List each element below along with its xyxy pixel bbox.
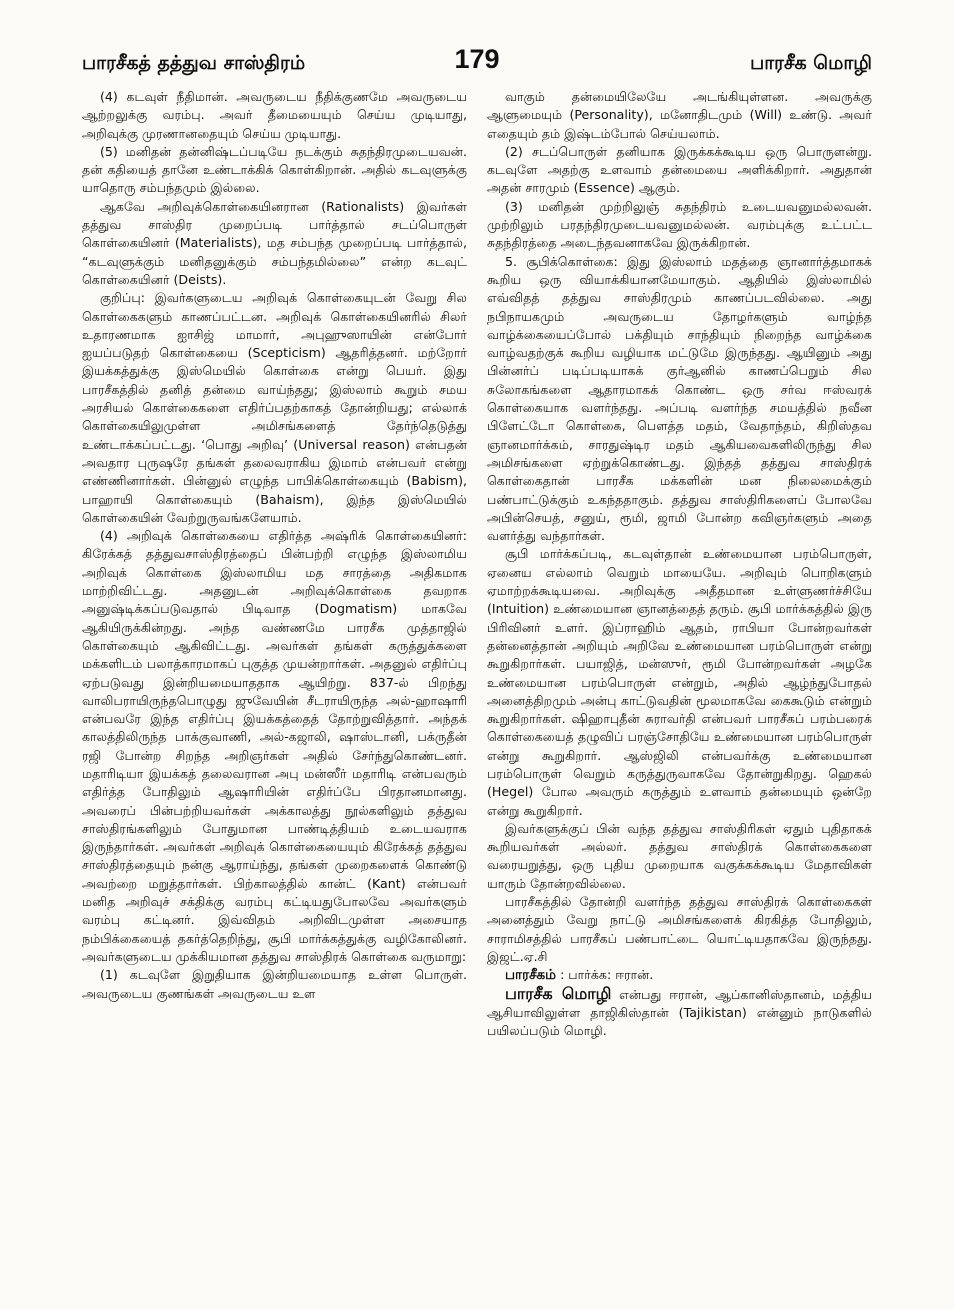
entry-title: பாரசீக மொழி <box>505 983 612 1003</box>
paragraph: வாகும் தன்மையிலேயே அடங்கியுள்ளன. அவருக்கு ஆளுமையும் (Personality), மனோதிடமும் (Will) உண்டு. அவர் எதையும் தம் இஷ்டம்போல் செய்யலாம். <box>487 89 872 141</box>
see-also-title: பாரசீகம் <box>505 967 557 984</box>
paragraph: (5) மனிதன் தன்னிஷ்டப்படியே நடக்கும் சுதந்திரமுடையவன். தன் கதியைத் தானே உண்டாக்கிக் கொள்கிறான். அதில் கடவுளுக்கு யாதொரு சம்பந்தமும் இல்லை. <box>82 143 467 196</box>
running-head-left: பாரசீகத் தத்துவ சாஸ்திரம் <box>82 52 306 74</box>
running-head-right: பாரசீக மொழி <box>750 52 872 74</box>
paragraph: சூபி மார்க்கப்படி, கடவுள்தான் உண்மையான பரம்பொருள், ஏனைய எல்லாம் வெறும் மாயையே. அறிவும் பொறிகளும் ஏமாற்றக்கூடியவை. அறிவுக்கு அதீதமான உள்ளுணர்ச்சியே (Intuition) உண்மையான ஞானத்தைத் தரும். சூபி மார்க்கத்தில் இரு பிரிவினர் உளர். இப்ராஹிம் ஆதம், ராபியா போன்றவர்கள் தன்னைத்தான் அறியும் அறிவே உண்மையான பரம்பொருள் என்று கூறுகிறார்கள். பயாஜித், மன்ஸுர், ரூமி போன்றவர்கள் அழகே உண்மையான பரம்பொருள் என்றும், அதில் ஆழ்ந்துபோதல் அனைத்திறமும் அன்பு காட்டுவதின் மூலமாகவே கைகூடும் என்றும் கூறுகிறார்கள். ஷிஹாபுதீன் சுராவர்தி என்பவர் பாரசீகப் பரம்பரைக் கொள்கையைத் தழுவிப் பரஞ்சோதியே உண்மையான பரம்பொருள் என்று கூறுகிறார். ஆஸ்ஜிலி என்பவர்க்கு உண்மையான பரம்பொருள் வெறும் கருத்துருவாகவே தோன்றுகிறது. ஹெகல் (Hegel) போல அவரும் கருத்தும் உளவாம் தன்மையும் ஒன்றே என்று கூறுகிறார். <box>487 546 872 818</box>
paragraph: (4) அறிவுக் கொள்கையை எதிர்த்த அஷ்ரிக் கொள்கையினர்: கிரேக்கத் தத்துவசாஸ்திரத்தைப் பின்பற்றி எழுந்த இஸ்லாமிய அறிவுக் கொள்கை இஸ்லாமிய மத சாரத்தை அதிகமாக மாற்றிவிட்டது. அதனுடன் அறிவுக்கொள்கை தவறாக அனுஷ்டிக்கப்படுவதால் பிடிவாத (Dogmatism) மாகவே ஆகியிருக்கின்றது. அந்த வண்ணமே பாரசீக முத்தாஜில் கொள்கையும் ஆகிவிட்டது. அவர்கள் தங்கள் கருத்துக்களை மக்களிடம் பலாத்காரமாகப் புகுத்த முயன்றார்கள். அதனுல் எதிர்ப்பு ஏற்படுவது இன்றியமையாததாக ஆயிற்று. 837-ல் பிறந்து வாலிபராயிருந்தபொழுது ஜுவேயின் சீடராயிருந்த அல்-ஹாஷாரி என்பவரே இந்த எதிர்ப்பு இயக்கத்தைத் தோற்றுவித்தார். அந்தக் காலத்திலிருந்த பாக்குவாணி, அல்-கஜாலி, ஷாஸ்டானி, பக்ருதீன் ரஜி போன்ற சிறந்த அறிஞர்கள் அதில் சேர்ந்துகொண்டனர். மதாரிடியா இயக்கத் தலைவரான அபு மன்ஸீர் மதாரிடி என்பவரும் எதிர்த்த போதிலும் ஆஷாரியின் எதிர்ப்பே பிரதானமானது. அவரைப் பின்பற்றியவர்கள் அக்காலத்து நூல்களிலும் தத்துவ சாஸ்திரங்களிலும் போதுமான பாண்டித்தியம் உடையவராக இருந்தார்கள். அவர்கள் அறிவுக் கொள்கையையும் கிரேக்கத் தத்துவ சாஸ்திரத்தையும் நன்கு ஆராய்ந்து, தங்கள் முறைகளைக் கொண்டு அவற்றை மறுத்தார்கள். பிற்காலத்தில் கான்ட் (Kant) என்பவர் மனித அறிவுச் சக்திக்கு வரம்பு கட்டியதுபோலவே அவர்களும் வரம்பு கட்டினர். இவ்விதம் அறிவிடமுள்ள அசையாத நம்பிக்கையைத் தகர்த்தெறிந்து, சூபி மார்க்கத்துக்கு வழிகோலினர். அவர்களுடைய முக்கியமான தத்துவ சாஸ்திரக் கொள்கை வருமாறு: <box>82 528 467 964</box>
paragraph: (3) மனிதன் முற்றிலுஞ் சுதந்திரம் உடையவனுமல்லவன். முற்றிலும் பரதந்திரமுடையவனுமல்லன். வரம்புக்கு உட்பட்ட சுதந்திரத்தை அடைந்தவனாகவே இருக்கிறான். <box>487 198 872 251</box>
paragraph: (1) கடவுளே இறுதியாக இன்றியமையாத உள்ள பொருள். அவருடைய குணங்கள் அவருடைய உள <box>82 967 467 1001</box>
paragraph: (2) சடப்பொருள் தனியாக இருக்கக்கூடிய ஒரு பொருளன்று. கடவுளே அதற்கு உளவாம் தன்மையை அளிக்கிறார். அதுதான் அதன் சாரமும் (Essence) ஆகும். <box>487 143 872 196</box>
entry-text: என்பது ஈரான், ஆப்கானிஸ்தானம், மத்திய ஆசியாவிலுள்ள தாஜிகிஸ்தான் (Tajikistan) என்னும் நாடுகளில் பயிலப்படும் மொழி. <box>487 986 872 1039</box>
see-also-text: : பார்க்க: ஈரான். <box>560 967 654 983</box>
see-also-entry <box>487 966 872 984</box>
entry-start <box>487 985 872 1041</box>
page-number: 179 <box>454 44 500 74</box>
paragraph: குறிப்பு: இவர்களுடைய அறிவுக் கொள்கையுடன் வேறு சில கொள்கைகளும் காணப்பட்டன. அறிவுக் கொள்கையினரில் சிலர் உதாரணமாக ஐாசிஜ் மாமார், அபுஹுஸாயின் என்போர் ஐயப்படுதற் கொள்கையை (Scepticism) ஆதரித்தனர். மற்றோர் இயக்கத்துக்கு இஸ்மெயில் கொள்கை என்று பெயர். இது பாரசீகத்தில் தனித் தன்மை வாய்ந்தது; இஸ்லாம் கூறும் சமய அரசியல் கொள்கைகளை எதிர்ப்பதற்காகத் தோன்றியது; எல்லாக் கொள்கையிலுமுள்ள அமிசங்களைத் தேர்ந்தெடுத்து உண்டாக்கப்பட்டது. ‘பொது அறிவு’ (Universal reason) என்பதன் அவதார புருஷரே தங்கள் தலைவராகிய இமாம் என்பவர் என்று எண்ணினார்கள். பின்னுல் எழுந்த பாபிக்கொள்கையும் (Babism), பாஹாயி கொள்கையும் (Bahaism), இந்த இஸ்மெயில் கொள்கையின் வேற்றுருவங்களேயாம். <box>82 290 467 525</box>
paragraph: ஆகவே அறிவுக்கொள்கையினரான (Rationalists) இவர்கள் தத்துவ சாஸ்திர முறைப்படி பார்த்தால் சடப்பொருள் கொள்கையினர் (Materialists), மத சம்பந்த முறைப்படி பார்த்தால், “கடவுளுக்கும் மனிதனுக்கும் சம்பந்தமில்லை” என்ற கடவுட் கொள்கையினர் (Deists). <box>82 198 467 287</box>
right-column <box>487 88 872 1284</box>
page-header <box>82 44 872 78</box>
left-column <box>82 88 467 1284</box>
paragraph: இவர்களுக்குப் பின் வந்த தத்துவ சாஸ்திரிகள் ஏதும் புதிதாகக் கூறியவர்கள் அல்லர். தத்துவ சாஸ்திரக் கொள்கைகளை வரையறுத்து, ஒரு புதிய முறையாக வகுக்கக்கூடிய மேதாவிகள் யாரும் தோன்றவில்லை. <box>487 820 872 891</box>
paragraph: பாரசீகத்தில் தோன்றி வளர்ந்த தத்துவ சாஸ்திரக் கொள்கைகள் அனைத்தும் வேறு நாட்டு அமிசங்களைக் கிரகித்த போதிலும், சாராமிசத்தில் பாரசீகப் பண்பாட்டை யொட்டியதாகவே இருந்தது. இஜட்.ஏ.சி <box>487 894 872 964</box>
paragraph: (4) கடவுள் நீதிமான். அவருடைய நீதிக்குணமே அவருடைய ஆற்றலுக்கு வரம்பு. அவர் தீமையையும் செய்ய முடியாது, அறிவுக்கு முரணானதையும் செய்ய முடியாது. <box>82 89 467 141</box>
paragraph: 5. சூபிக்கொள்கை: இது இஸ்லாம் மதத்தை ஞானார்த்தமாகக் கூறிய ஒரு வியாக்கியானமேயாகும். ஆதியில் இஸ்லாமில் எவ்விதத் தத்துவ சாஸ்திரமும் காணப்படவில்லை. அது நபிநாயகமும் அவருடைய தோழர்களும் வாழ்ந்த வாழ்க்கையைப்போல் பக்தியும் சாந்தியும் நிறைந்த வாழ்க்கை வாழ்வதற்குக் கூறிய வழியாக மட்டுமே இருந்தது. ஆயினும் அது பின்னர்ப் படிப்படியாகக் குர்ஆனில் காணப்பெறும் சில சுலோகங்களை ஆதாரமாகக் கொண்ட ஒரு சர்வ ஈஸ்வரக் கொள்கையாக வளர்ந்தது. அப்படி வளர்ந்த சமயத்தில் நவீன பிளேட்டோ கொள்கை, பௌத்த மதம், வேதாந்தம், கிறிஸ்தவ ஞானமார்க்கம், சாரதுஷ்டிர மதம் ஆகியவைகளிலிருந்து சில அமிசங்களை ஏற்றுக்கொண்டது. இந்தத் தத்துவ சாஸ்திரக் கொள்கைதான் பாரசீக மக்களின் மன நிலைமைக்கும் பண்பாட்டுக்கும் உகந்ததாகும். தத்துவ சாஸ்திரிகளைப் போலவே அபின்செயத், சனுய், ரூமி, ஜாமி போன்ற கவிஞர்களும் அதை வளர்த்து வந்தார்கள். <box>487 253 872 544</box>
